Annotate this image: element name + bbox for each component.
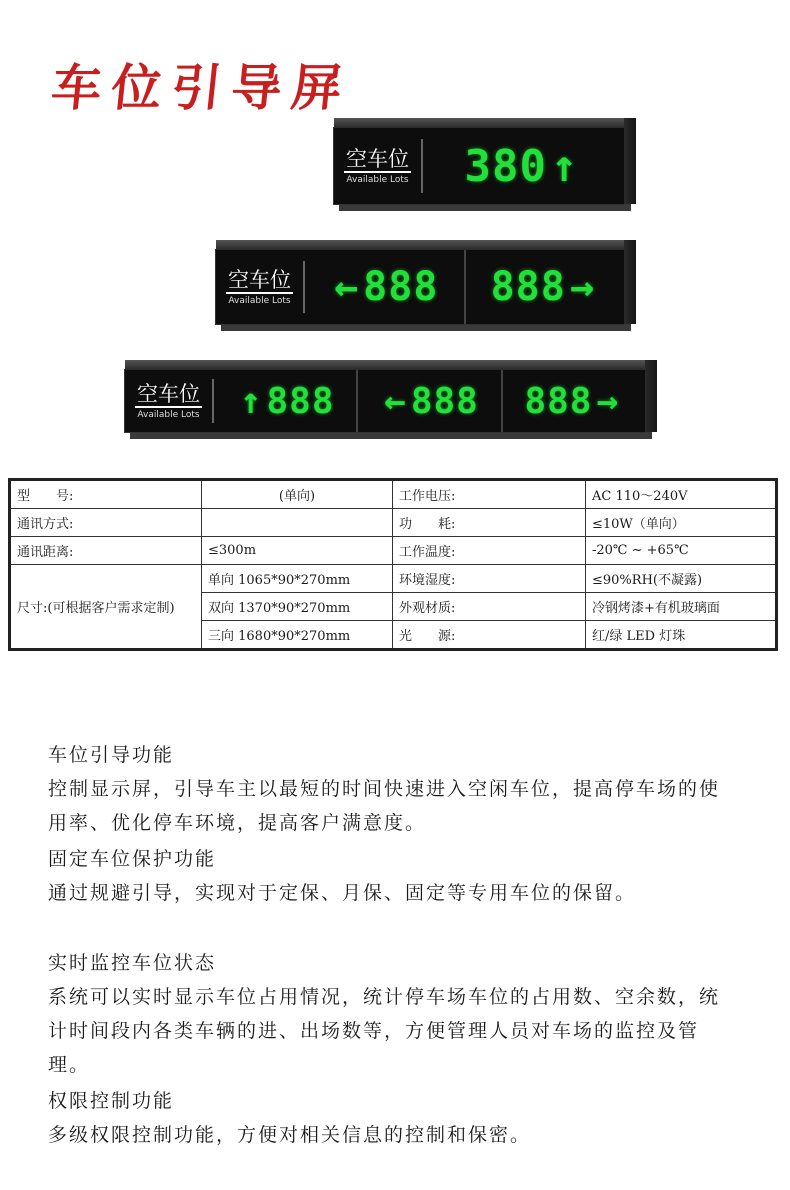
light-value: 红/绿 LED 灯珠 [586, 621, 777, 650]
temp-value: -20℃ ~ +65℃ [586, 537, 777, 565]
voltage-label: 工作电压: [393, 480, 586, 509]
model-label: 型 号: [10, 480, 202, 509]
section-heading: 车位引导功能 [48, 744, 175, 766]
humidity-value: ≤90%RH(不凝露) [586, 565, 777, 593]
label-en: Available Lots [228, 295, 291, 306]
led-count: 888 [410, 380, 479, 422]
led-count: 888 [524, 380, 593, 422]
humidity-label: 环境湿度: [393, 565, 586, 593]
spec-table [8, 478, 778, 651]
table-row [10, 565, 777, 593]
section-heading: 固定车位保护功能 [48, 848, 217, 870]
comm-dist-value: ≤300m [202, 537, 393, 565]
led-segment [305, 250, 464, 324]
sign-single [333, 127, 625, 205]
arrow-icon: → [569, 264, 595, 310]
section-body: 通过规避引导，实现对于定保、月保、固定等专用车位的保留。 [48, 882, 637, 904]
material-label: 外观材质: [393, 593, 586, 621]
available-lots-label [125, 379, 214, 422]
led-segment [464, 250, 625, 324]
available-lots-label [334, 139, 423, 192]
table-row [10, 480, 777, 509]
led-count: 888 [266, 380, 335, 422]
comm-mode-value [202, 509, 393, 537]
section-body: 多级权限控制功能，方便对相关信息的控制和保密。 [48, 1124, 532, 1146]
arrow-icon: ↑ [239, 380, 263, 422]
section-monitoring [48, 946, 738, 1082]
comm-dist-label: 通讯距离: [10, 537, 202, 565]
label-en: Available Lots [346, 175, 409, 185]
available-lots-label [216, 261, 305, 313]
material-value: 冷钢烤漆+有机玻璃面 [586, 593, 777, 621]
arrow-icon: ← [384, 380, 407, 422]
label-en: Available Lots [137, 409, 200, 420]
led-segment [501, 370, 645, 432]
size-double: 双向 1370*90*270mm [202, 593, 393, 621]
section-body: 控制显示屏，引导车主以最短的时间快速进入空闲车位，提高停车场的使用率、优化停车环境，提高客户满意度。 [48, 778, 721, 834]
label-cn: 空车位 [346, 147, 409, 171]
label-cn: 空车位 [228, 267, 291, 292]
power-value: ≤10W（单向） [586, 509, 777, 537]
temp-label: 工作温度: [393, 537, 586, 565]
page-title: 车位引导屏 [48, 58, 355, 117]
led-count: 888 [363, 264, 439, 310]
section-permission [48, 1084, 738, 1152]
led-segment [356, 370, 500, 432]
table-row [10, 537, 777, 565]
arrow-icon: ↑ [550, 140, 579, 192]
led-count: 888 [490, 264, 566, 310]
arrow-icon: ← [334, 264, 360, 310]
sign-triple [124, 369, 646, 433]
sign-double [215, 249, 625, 325]
led-segment [423, 128, 624, 204]
led-count: 380 [464, 140, 547, 192]
section-protection [48, 842, 738, 910]
power-label: 功 耗: [393, 509, 586, 537]
section-heading: 权限控制功能 [48, 1090, 175, 1112]
section-body: 系统可以实时显示车位占用情况，统计停车场车位的占用数、空余数，统计时间段内各类车辆的进、出场数等，方便管理人员对车场的监控及管理。 [48, 986, 721, 1076]
voltage-value: AC 110～240V [586, 480, 777, 509]
light-label: 光 源: [393, 621, 586, 650]
model-value: (单向) [202, 480, 393, 509]
size-label: 尺寸:(可根据客户需求定制) [10, 565, 202, 650]
size-single: 单向 1065*90*270mm [202, 565, 393, 593]
label-cn: 空车位 [137, 381, 200, 406]
table-row [10, 509, 777, 537]
comm-mode-label: 通讯方式: [10, 509, 202, 537]
section-guidance [48, 738, 738, 840]
led-segment [214, 370, 356, 432]
arrow-icon: → [596, 380, 620, 422]
section-heading: 实时监控车位状态 [48, 952, 217, 974]
size-triple: 三向 1680*90*270mm [202, 621, 393, 650]
